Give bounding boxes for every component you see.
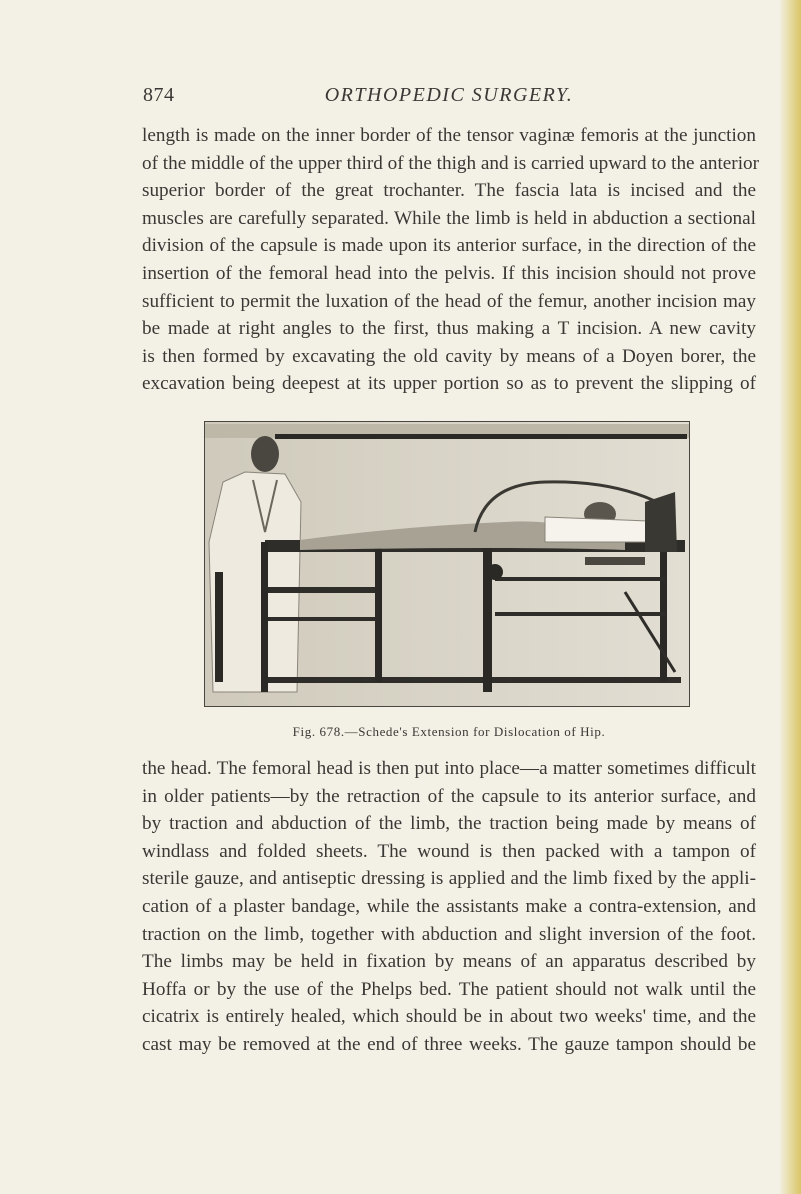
bed-apparatus-illustration [205,422,689,706]
page-number: 874 [143,84,175,106]
text-line: superior border of the great trochanter. The fascia lata is incised and the [142,180,756,202]
text-line: sufficient to permit the luxation of the head of the femur, another incision may [142,290,756,312]
text-line: cicatrix is entirely healed, which should be in about two weeks' time, and the [142,1006,756,1028]
text-line: insertion of the femoral head into the pelvis. If this incision should not prove [142,262,756,284]
paragraph-top [142,122,760,398]
text-line: muscles are carefully separated. While the limb is held in abduction a sectional [142,207,756,229]
text-line: length is made on the inner border of the tensor vaginæ femoris at the junction [142,125,756,146]
text-line: excavation being deepest at its upper portion so as to prevent the slipping of [142,373,756,395]
text-line: is then formed by excavating the old cavity by means of a Doyen borer, the [142,345,756,367]
text-line: division of the capsule is made upon its anterior surface, in the direction of the [142,235,756,257]
page-edge-shadow [779,0,801,1194]
text-line: be made at right angles to the first, thus making a T incision. A new cavity [142,318,756,340]
text-line: cast may be removed at the end of three weeks. The gauze tampon should be [142,1033,756,1055]
text-line: sterile gauze, and antiseptic dressing is applied and the limb fixed by the appli- [142,868,756,890]
paragraph-bottom [142,755,756,1059]
text-line: traction on the limb, together with abduction and slight inversion of the foot. [142,923,756,945]
running-title: ORTHOPEDIC SURGERY. [324,84,574,106]
figure-caption: Fig. 678.—Schede's Extension for Dislocation of Hip. [292,724,606,739]
text-line: Hoffa or by the use of the Phelps bed. The patient should not walk until the [142,978,756,1000]
text-line: The limbs may be held in fixation by means of an apparatus described by [142,951,756,973]
text-line: the head. The femoral head is then put into place—a matter sometimes difficult [142,758,756,779]
text-line: windlass and folded sheets. The wound is then packed with a tampon of [142,840,756,862]
text-line: of the middle of the upper third of the thigh and is carried upward to the anterior [142,152,760,174]
text-line: cation of a plaster bandage, while the assistants make a contra-extension, and [142,895,756,917]
page-header [143,84,755,114]
text-line: by traction and abduction of the limb, the traction being made by means of [142,813,756,835]
text-line: in older patients—by the retraction of the capsule to its anterior surface, and [142,785,756,807]
figure-photograph [204,421,690,707]
